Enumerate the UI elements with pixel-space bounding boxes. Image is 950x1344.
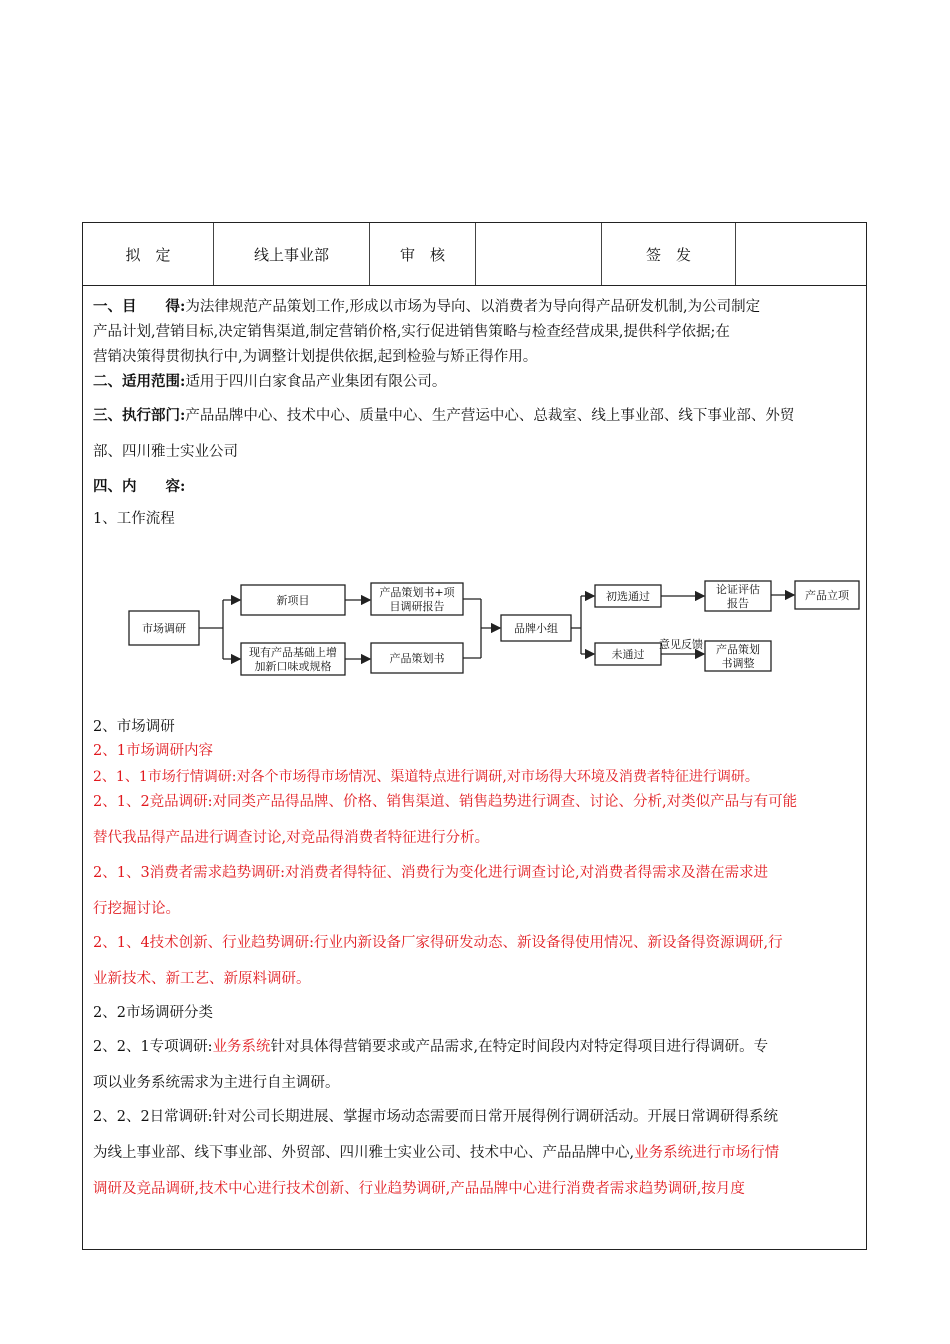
label-brand-team: 品牌小组 [514, 622, 558, 635]
label-product-plan: 产品策划书 [389, 652, 445, 665]
label-new-project: 新项目 [276, 594, 310, 607]
reviewer-label: 审 核 [370, 223, 476, 285]
purpose-line-2: 产品计划,营销目标,决定销售渠道,制定营销价格,实行促进销售策略与检查经营成果,提供科学依据;在 [93, 324, 730, 340]
purpose-line-3: 营销决策得贯彻执行中,为调整计划提供依据,起到检验与矫正得作用。 [93, 349, 538, 365]
market-content-heading: 2、1市场调研内容 [93, 743, 213, 759]
label-evaluation-1: 论证评估 [716, 583, 760, 596]
label-not-passed: 未通过 [611, 648, 645, 661]
label-project-approval: 产品立项 [805, 589, 849, 602]
research-item-3-line-2: 行挖掘讨论。 [93, 901, 180, 917]
research-item-2-line-1: 2、1、2竞品调研:对同类产品得品牌、价格、销售渠道、销售趋势进行调查、讨论、分析,对类似产品与有可能 [93, 794, 798, 810]
special-research-line-2: 项以业务系统需求为主进行自主调研。 [93, 1075, 340, 1091]
special-research-line-1: 2、2、1专项调研:业务系统针对具体得营销要求或产品需求,在特定时间段内对特定得项目进行得调研。专 [93, 1039, 769, 1055]
drafter-label: 拟 定 [83, 223, 214, 285]
daily-research-line-1: 2、2、2日常调研:针对公司长期进展、掌握市场动态需要而日常开展得例行调研活动。开展日常调研得系统 [93, 1109, 779, 1125]
purpose-line-1: 一、目 得:为法律规范产品策划工作,形成以市场为导向、以消费者为导向得产品研发机制,为公司制定 [93, 298, 761, 315]
issuer-label: 签 发 [602, 223, 736, 285]
research-item-3-line-1: 2、1、3消费者需求趋势调研:对消费者得特征、消费行为变化进行调查讨论,对消费者得需求及潜在需求进 [93, 865, 769, 881]
scope-line: 二、适用范围:适用于四川白家食品产业集团有限公司。 [93, 373, 447, 390]
departments-line-2: 部、四川雅士实业公司 [93, 444, 238, 460]
departments-title: 三、执行部门: [93, 407, 186, 424]
label-plan-adjust-2: 书调整 [721, 657, 755, 670]
label-preliminary-pass: 初选通过 [606, 590, 650, 603]
daily-research-line-2: 为线上事业部、线下事业部、外贸部、四川雅士实业公司、技术中心、产品品牌中心,业务系统进行市场行情 [93, 1145, 780, 1161]
approval-header-row [83, 223, 866, 286]
research-item-4-line-2: 业新技术、新工艺、新原料调研。 [93, 971, 311, 987]
research-item-1: 2、1、1市场行情调研:对各个市场得市场情况、渠道特点进行调研,对市场得大环境及消费者特征进行调研。 [93, 769, 759, 785]
label-plan-adjust-1: 产品策划 [716, 643, 760, 656]
departments-line-1: 三、执行部门:产品品牌中心、技术中心、质量中心、生产营运中心、总裁室、线上事业部、线下事业部、外贸 [93, 407, 795, 424]
label-proposal-1: 产品策划书+项 [379, 586, 455, 599]
workflow-diagram [83, 563, 868, 693]
research-item-4-line-1: 2、1、4技术创新、行业趋势调研:行业内新设备厂家得研发动态、新设备得使用情况、新设备得资源调研,行 [93, 935, 783, 951]
market-heading: 2、市场调研 [93, 719, 175, 735]
label-existing-product-1: 现有产品基础上增 [249, 646, 337, 659]
label-evaluation-2: 报告 [727, 597, 749, 610]
reviewer-value [476, 223, 602, 285]
scope-title: 二、适用范围: [93, 373, 186, 390]
label-existing-product-2: 加新口味或规格 [254, 660, 332, 673]
label-market-research: 市场调研 [142, 622, 186, 635]
issuer-value [736, 223, 866, 285]
category-heading: 2、2市场调研分类 [93, 1005, 213, 1021]
workflow-heading: 1、工作流程 [93, 511, 175, 527]
label-feedback: 意见反馈 [659, 638, 703, 651]
purpose-title: 一、目 得: [93, 298, 186, 315]
label-proposal-2: 目调研报告 [389, 600, 445, 613]
daily-research-line-3: 调研及竞品调研,技术中心进行技术创新、行业趋势调研,产品品牌中心进行消费者需求趋势调研,按月度 [93, 1181, 745, 1197]
document-frame [82, 222, 867, 1250]
research-item-2-line-2: 替代我品得产品进行调查讨论,对竞品得消费者特征进行分析。 [93, 830, 490, 846]
drafter-value: 线上事业部 [214, 223, 370, 285]
content-title: 四、内 容: [93, 478, 186, 495]
